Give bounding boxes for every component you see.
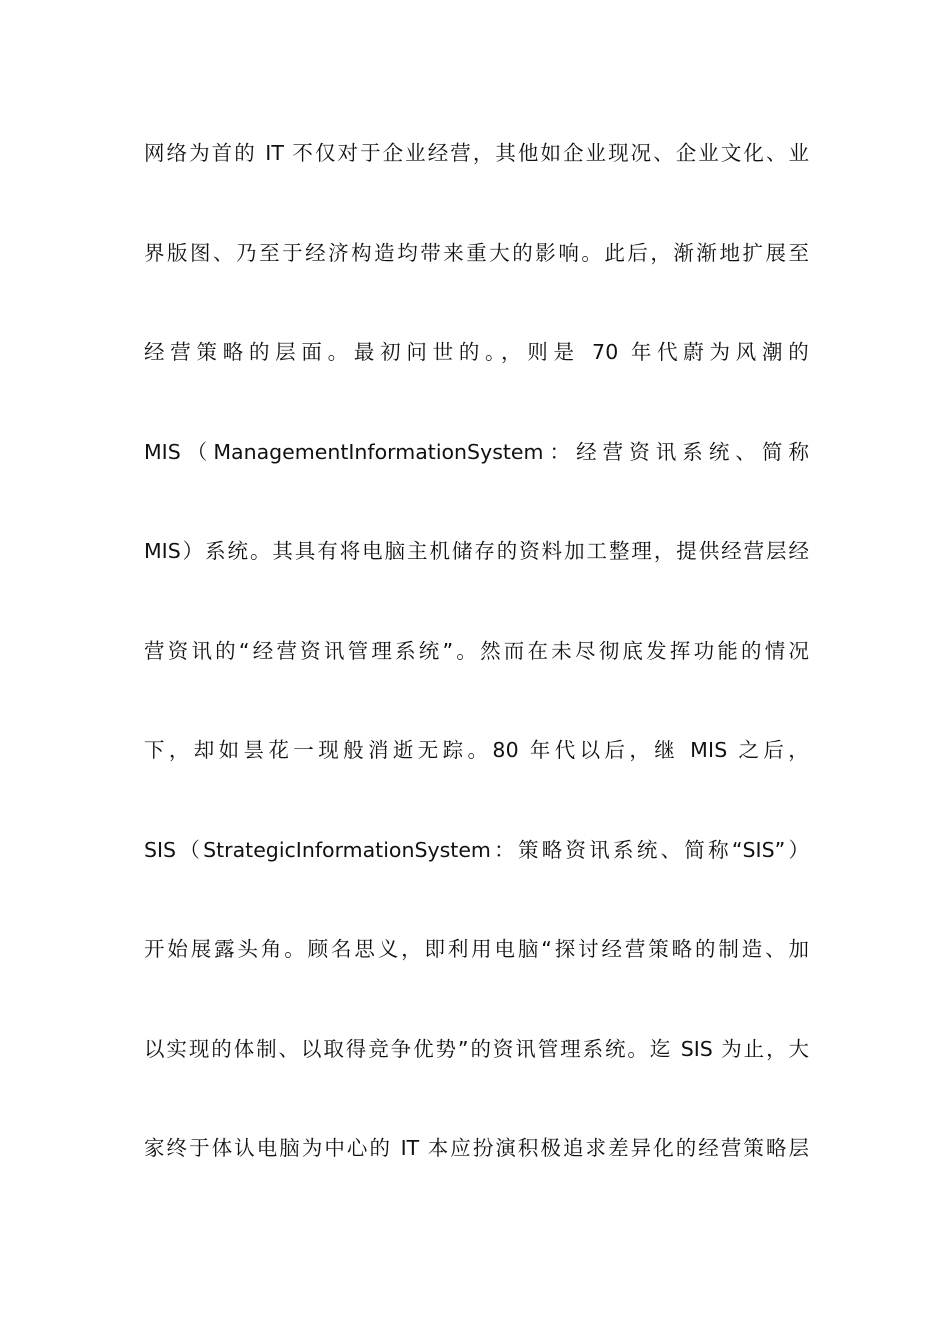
text-line-5: MIS）系统。其具有将电脑主机储存的资料加工整理，提供经营层经: [144, 539, 809, 563]
text-line-4: MIS（ManagementInformationSystem：经营资讯系统、简称: [144, 439, 809, 464]
text-line-6: 营资讯的“经营资讯管理系统”。然而在未尽彻底发挥功能的情况: [144, 638, 809, 663]
text-line-8: SIS（StrategicInformationSystem：策略资讯系统、简称“SIS”）: [144, 837, 809, 862]
text-line-11: 家终于体认电脑为中心的 IT 本应扮演积极追求差异化的经营策略层: [144, 1136, 809, 1160]
text-line-9: 开始展露头角。顾名思义，即利用电脑“探讨经营策略的制造、加: [144, 937, 809, 961]
text-line-1: 网络为首的 IT 不仅对于企业经营，其他如企业现况、企业文化、业: [144, 141, 809, 165]
text-line-7: 下，却如昙花一现般消逝无踪。80 年代以后，继 MIS 之后，: [144, 738, 809, 762]
text-line-10: 以实现的体制、以取得竞争优势”的资讯管理系统。迄 SIS 为止，大: [144, 1036, 809, 1061]
text-line-2: 界版图、乃至于经济构造均带来重大的影响。此后，渐渐地扩展至: [144, 240, 809, 265]
text-line-3: 经营策略的层面。最初问世的。，则是 70 年代蔚为风潮的: [144, 340, 809, 364]
body-text: [144, 124, 809, 1219]
